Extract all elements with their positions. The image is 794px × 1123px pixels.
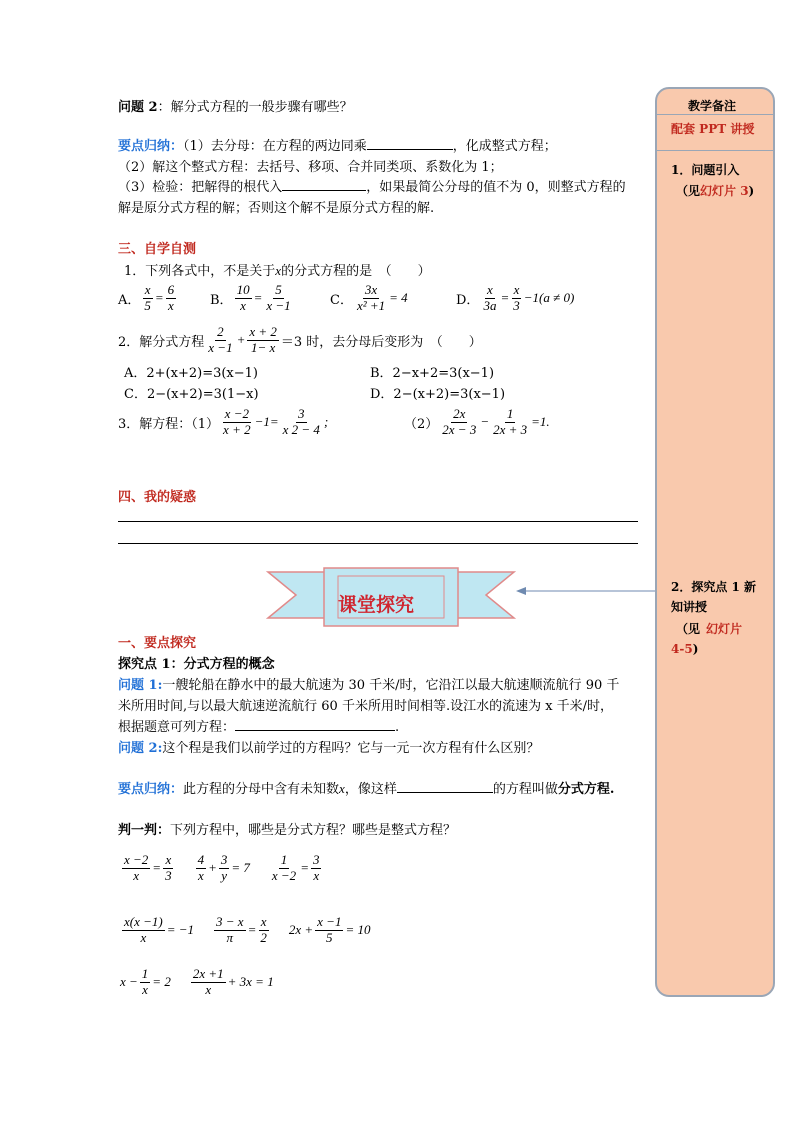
- summary-text: 的方程叫做: [492, 782, 558, 797]
- summary-step3-mid: ，如果最简公分母的值不为 0，则整式方程的: [366, 180, 626, 195]
- q1-var: x: [275, 263, 282, 278]
- note-text: （见: [676, 622, 701, 636]
- summary-step-3-cont: 解是原分式方程的解；否则这个解不是原分式方程的解.: [118, 201, 435, 216]
- note-text: ): [748, 184, 755, 198]
- summary-step1-text: （1）去分母：在方程的两边同乘: [183, 139, 367, 154]
- equation: x − $\frac{1}{x}$ = 2: [120, 966, 171, 997]
- banner-title: 课堂探究: [338, 594, 415, 616]
- judge-text: 下列方程中，哪些是分式方程？哪些是整式方程？: [170, 823, 457, 838]
- explore-question-1-line-2: 米所用时间,与以最大航速逆流航行 60 千米所用时间相等.设江水的流速为 x 千米/时，: [118, 699, 614, 714]
- explore-question-1-line-1: [118, 674, 619, 693]
- sidebar-note-1-ref: [676, 182, 754, 200]
- summary-step-1: [118, 135, 557, 154]
- test-question-1: [124, 260, 431, 279]
- test-question-3: 3．解方程：（1） $\frac{x -2}{x + 2}$ −1= $\frac{3}{x 2 - 4}$ ;: [118, 406, 329, 437]
- section-heading-self-test: 三、自学自测: [118, 242, 197, 257]
- explore-summary: [118, 778, 614, 797]
- q3-part2-label: （2）: [404, 416, 439, 432]
- arrow-left-icon: [516, 584, 656, 598]
- equation: $\frac{2x +1}{x}$ + 3x = 1: [192, 966, 274, 997]
- test-question-3-part-2: （2） $\frac{2x}{2x - 3}$ − $\frac{1}{2x + 3}$ =1.: [404, 406, 550, 437]
- divider: [657, 150, 773, 151]
- judge-equations-row-2: [120, 910, 370, 950]
- option-letter: D．: [456, 292, 480, 308]
- q2-option-c[interactable]: C．2−(x+2)=3(1−x): [124, 387, 259, 402]
- note-slide-ref[interactable]: 幻灯片: [706, 622, 743, 636]
- option-letter: B．: [210, 292, 233, 308]
- question-text: 这个程是我们以前学过的方程吗？它与一元一次方程有什么区别？: [162, 741, 540, 756]
- question-text: 一艘轮船在静水中的最大航速为 30 千米/时，它沿江以最大航速顺流航行 90 千: [162, 678, 620, 693]
- q2-text: 2．解分式方程: [118, 334, 205, 350]
- sidebar-note-2-ref: [676, 620, 742, 638]
- q1-option-d[interactable]: D． $\frac{x}{3a}$ = $\frac{x}{3}$ −1(a ≠ 0): [456, 282, 575, 313]
- summary-step-2: （2）解这个整式方程：去括号、移项、合并同类项、系数化为 1；: [118, 160, 503, 175]
- question-2-label: 问题 2: [118, 100, 158, 115]
- summary-var: x: [339, 781, 345, 796]
- equation: $\frac{3 - x}{\pi}$ = $\frac{x}{2}$: [216, 914, 267, 945]
- blank-field[interactable]: [397, 792, 493, 793]
- blank-field[interactable]: [282, 190, 366, 191]
- summary-label: 要点归纳：: [118, 139, 184, 154]
- sidebar-note-2: 2．探究点 1 新: [671, 580, 757, 594]
- answer-line[interactable]: [118, 521, 638, 522]
- sidebar-note-1: 1．问题引入: [671, 163, 740, 177]
- answer-line[interactable]: [118, 543, 638, 544]
- q2-option-a[interactable]: A．2+(x+2)=3(x−1): [124, 366, 258, 381]
- q3-text: 3．解方程：（1）: [118, 416, 220, 432]
- summary-text: 此方程的分母中含有未知数: [183, 782, 340, 797]
- equation: 2x + $\frac{x -1}{5}$ = 10: [288, 914, 371, 945]
- judge-equations-row-3: [120, 962, 274, 1002]
- note-text: ): [692, 642, 699, 656]
- section-heading-explore: 一、要点探究: [118, 636, 197, 651]
- equation: $\frac{x(x -1)}{x}$ = −1: [124, 914, 195, 945]
- section-heading-doubts: 四、我的疑惑: [118, 490, 197, 505]
- judge-equations-row-1: [120, 848, 323, 888]
- q1-tail: 的分式方程的是 （ ）: [281, 264, 431, 279]
- blank-field[interactable]: [367, 149, 453, 150]
- question-text: 根据题意可列方程：: [118, 720, 236, 735]
- equation: $\frac{x -2}{x}$ = $\frac{x}{3}$: [124, 852, 172, 883]
- explore-point-1: 探究点 1：分式方程的概念: [118, 657, 275, 672]
- q2-option-b[interactable]: B．2−x+2=3(x−1): [370, 366, 495, 381]
- equation: $\frac{4}{x}$ + $\frac{3}{y}$ = 7: [197, 852, 250, 883]
- q1-option-b[interactable]: B． $\frac{10}{x}$ = $\frac{5}{x -1}$: [210, 282, 291, 313]
- equation: $\frac{1}{x -2}$ = $\frac{3}{x}$: [271, 852, 320, 883]
- option-letter: A．: [118, 292, 141, 308]
- q2-option-d[interactable]: D．2−(x+2)=3(x−1): [370, 387, 506, 402]
- judge-prompt: [118, 819, 456, 838]
- teaching-notes-sidebar: [655, 87, 775, 997]
- test-question-2: 2．解分式方程 $\frac{2}{x -1}$ + $\frac{x + 2}{1- x}$ ＝3 时，去分母后变形为 （ ）: [118, 324, 482, 355]
- note-text: （见: [676, 184, 701, 198]
- question-2-heading: [118, 96, 353, 115]
- blank-field[interactable]: [235, 730, 395, 731]
- sidebar-note-2-cont: 知讲授: [671, 600, 708, 614]
- sidebar-subtitle: 配套 PPT 讲授: [671, 122, 755, 136]
- summary-text: ，像这样: [344, 782, 397, 797]
- q2-tail: ＝3 时，去分母后变形为 （ ）: [280, 334, 482, 350]
- q1-option-c[interactable]: C． $\frac{3x}{\text{x² +1}}$ = 4: [330, 282, 408, 313]
- explore-question-2: [118, 737, 539, 756]
- judge-label: 判一判：: [118, 823, 171, 838]
- q1-text: 1．下列各式中，不是关于: [124, 264, 276, 279]
- summary-step3-text: （3）检验：把解得的根代入: [118, 180, 283, 195]
- summary-step1-tail: ，化成整式方程；: [452, 139, 557, 154]
- sidebar-note-2-ref-cont: [671, 640, 698, 658]
- question-label: 问题 1:: [118, 678, 163, 693]
- explore-question-1-line-3: 根据题意可列方程： .: [118, 720, 400, 735]
- summary-step-3: [118, 176, 626, 195]
- question-2-text: ：解分式方程的一般步骤有哪些？: [157, 100, 353, 115]
- note-slide-ref[interactable]: 幻灯片 3: [700, 184, 749, 198]
- question-label: 问题 2:: [118, 741, 163, 756]
- note-slide-ref[interactable]: 4-5: [671, 642, 693, 656]
- summary-label: 要点归纳：: [118, 782, 184, 797]
- q1-option-a[interactable]: A． $\frac{x}{5}$ = $\frac{6}{x}$: [118, 282, 175, 313]
- sidebar-title: 教学备注: [688, 99, 737, 113]
- option-letter: C．: [330, 292, 353, 308]
- summary-term: 分式方程.: [557, 782, 615, 797]
